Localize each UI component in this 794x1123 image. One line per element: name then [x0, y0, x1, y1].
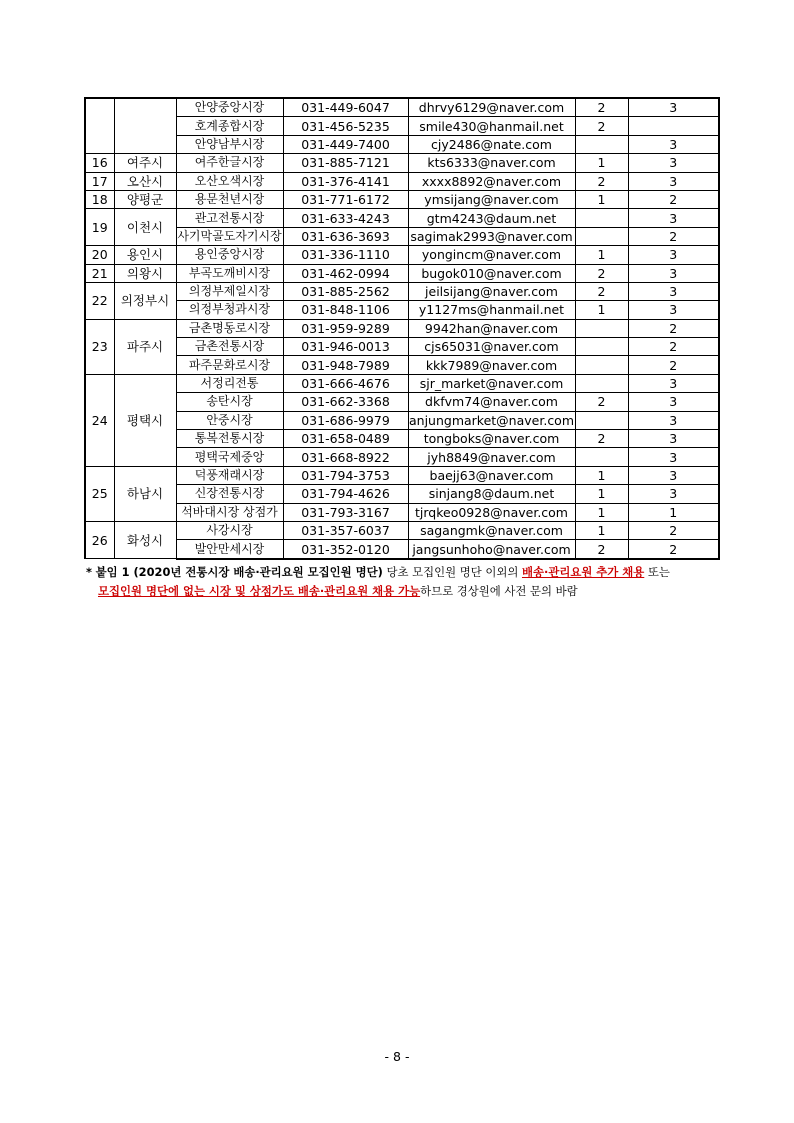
market-phone: 031-462-0994 [283, 264, 408, 282]
market-phone: 031-885-7121 [283, 154, 408, 172]
region-city: 화성시 [114, 521, 176, 558]
region-city: 오산시 [114, 172, 176, 190]
market-phone: 031-658-0489 [283, 430, 408, 448]
market-email: sagimak2993@naver.com [408, 227, 575, 245]
market-name: 평택국제중앙 [176, 448, 283, 466]
count-b: 2 [628, 540, 719, 559]
market-email: tjrqkeo0928@naver.com [408, 503, 575, 521]
table-row [85, 466, 719, 484]
count-b: 2 [628, 190, 719, 208]
market-email: baejj63@naver.com [408, 466, 575, 484]
table-row [85, 448, 719, 466]
footnote [86, 563, 726, 601]
table-row [85, 154, 719, 172]
region-city: 평택시 [114, 374, 176, 466]
table-row [85, 117, 719, 135]
market-phone: 031-771-6172 [283, 190, 408, 208]
market-email: kts6333@naver.com [408, 154, 575, 172]
market-email: dhrvy6129@naver.com [408, 98, 575, 117]
count-a [575, 448, 628, 466]
count-b: 2 [628, 338, 719, 356]
count-a [575, 411, 628, 429]
market-name: 여주한글시장 [176, 154, 283, 172]
table-row [85, 172, 719, 190]
market-email: bugok010@naver.com [408, 264, 575, 282]
market-email: cjy2486@nate.com [408, 135, 575, 153]
market-email: smile430@hanmail.net [408, 117, 575, 135]
market-name: 통복전통시장 [176, 430, 283, 448]
count-b: 2 [628, 521, 719, 539]
note-text-1: 당초 모집인원 명단 이외의 [382, 565, 522, 579]
market-phone: 031-959-9289 [283, 319, 408, 337]
count-b: 3 [628, 374, 719, 392]
count-b: 3 [628, 430, 719, 448]
count-a [575, 356, 628, 374]
market-phone: 031-666-4676 [283, 374, 408, 392]
market-name: 금촌전통시장 [176, 338, 283, 356]
region-number: 23 [85, 319, 114, 374]
region-number: 21 [85, 264, 114, 282]
count-b: 3 [628, 172, 719, 190]
table-row [85, 98, 719, 117]
market-email: jangsunhoho@naver.com [408, 540, 575, 559]
count-b: 3 [628, 246, 719, 264]
count-b: 3 [628, 485, 719, 503]
market-email: 9942han@naver.com [408, 319, 575, 337]
table-row [85, 209, 719, 227]
count-b: 3 [628, 135, 719, 153]
page-number: - 8 - [384, 1049, 410, 1064]
table-row [85, 374, 719, 392]
market-phone: 031-449-6047 [283, 98, 408, 117]
market-name: 파주문화로시장 [176, 356, 283, 374]
count-a [575, 227, 628, 245]
count-b: 3 [628, 209, 719, 227]
market-contact-table [84, 97, 720, 560]
region-city: 이천시 [114, 209, 176, 246]
count-a [575, 319, 628, 337]
region-city [114, 98, 176, 154]
table-row [85, 246, 719, 264]
region-city: 여주시 [114, 154, 176, 172]
market-phone: 031-794-4626 [283, 485, 408, 503]
count-a: 2 [575, 117, 628, 135]
count-a [575, 135, 628, 153]
count-b: 3 [628, 448, 719, 466]
count-a: 1 [575, 521, 628, 539]
market-name: 발안만세시장 [176, 540, 283, 559]
market-name: 사강시장 [176, 521, 283, 539]
count-b: 1 [628, 503, 719, 521]
note-reference: 붙임 1 (2020년 전통시장 배송·관리요원 모집인원 명단) [95, 565, 383, 579]
market-email: dkfvm74@naver.com [408, 393, 575, 411]
market-phone: 031-946-0013 [283, 338, 408, 356]
market-email: kkk7989@naver.com [408, 356, 575, 374]
count-a [575, 338, 628, 356]
count-a: 1 [575, 466, 628, 484]
market-name: 안양중앙시장 [176, 98, 283, 117]
count-a: 2 [575, 393, 628, 411]
count-a [575, 209, 628, 227]
market-email: anjungmarket@naver.com [408, 412, 575, 428]
table-row [85, 338, 719, 356]
market-name: 송탄시장 [176, 393, 283, 411]
count-b: 2 [628, 356, 719, 374]
market-email: y1127ms@hanmail.net [408, 301, 575, 319]
table-row [85, 521, 719, 539]
table-row [85, 540, 719, 559]
region-city: 용인시 [114, 246, 176, 264]
count-b: 3 [628, 393, 719, 411]
table-row [85, 430, 719, 448]
table-row [85, 393, 719, 411]
table-row [85, 190, 719, 208]
market-phone: 031-662-3368 [283, 393, 408, 411]
market-name: 용문천년시장 [176, 190, 283, 208]
market-phone: 031-885-2562 [283, 282, 408, 300]
market-email: tongboks@naver.com [408, 430, 575, 448]
count-a: 2 [575, 540, 628, 559]
market-phone: 031-636-3693 [283, 227, 408, 245]
market-email: sinjang8@daum.net [408, 485, 575, 503]
market-name: 관고전통시장 [176, 209, 283, 227]
market-name: 부곡도깨비시장 [176, 264, 283, 282]
table-row [85, 485, 719, 503]
table-row [85, 356, 719, 374]
market-phone: 031-352-0120 [283, 540, 408, 559]
market-name: 서정리전통 [176, 374, 283, 392]
market-name: 용인중앙시장 [176, 246, 283, 264]
region-city: 의왕시 [114, 264, 176, 282]
table-row [85, 503, 719, 521]
market-email: gtm4243@daum.net [408, 209, 575, 227]
market-name: 안중시장 [176, 411, 283, 429]
region-number: 24 [85, 374, 114, 466]
market-name: 사기막골도자기시장 [176, 227, 283, 245]
market-phone: 031-449-7400 [283, 135, 408, 153]
note-highlight-1: 배송·관리요원 추가 채용 [521, 565, 645, 579]
market-name: 안양남부시장 [176, 135, 283, 153]
region-number: 20 [85, 246, 114, 264]
count-b: 2 [628, 227, 719, 245]
market-name: 신장전통시장 [176, 485, 283, 503]
table-row [85, 282, 719, 300]
count-a: 2 [575, 264, 628, 282]
region-city: 양평군 [114, 190, 176, 208]
market-phone: 031-794-3753 [283, 466, 408, 484]
market-email: xxxx8892@naver.com [408, 172, 575, 190]
market-name: 덕풍재래시장 [176, 466, 283, 484]
count-a: 1 [575, 485, 628, 503]
note-highlight-2: 모집인원 명단에 없는 시장 및 상점가도 배송·관리요원 채용 가능 [98, 584, 421, 598]
region-city: 하남시 [114, 466, 176, 521]
region-number: 16 [85, 154, 114, 172]
market-phone: 031-376-4141 [283, 172, 408, 190]
market-email: sagangmk@naver.com [408, 521, 575, 539]
market-name: 호계종합시장 [176, 117, 283, 135]
region-number: 22 [85, 282, 114, 319]
count-b [628, 117, 719, 135]
count-a: 2 [575, 172, 628, 190]
count-b: 3 [628, 98, 719, 117]
table-row [85, 135, 719, 153]
count-a: 1 [575, 190, 628, 208]
region-number: 17 [85, 172, 114, 190]
region-city: 의정부시 [114, 282, 176, 319]
market-email: yongincm@naver.com [408, 246, 575, 264]
count-a [575, 374, 628, 392]
count-b: 3 [628, 264, 719, 282]
count-b: 3 [628, 154, 719, 172]
market-phone: 031-456-5235 [283, 117, 408, 135]
count-a: 1 [575, 246, 628, 264]
market-phone: 031-793-3167 [283, 503, 408, 521]
table-row [85, 227, 719, 245]
market-phone: 031-948-7989 [283, 356, 408, 374]
market-phone: 031-848-1106 [283, 301, 408, 319]
note-text-3: 하므로 경상원에 사전 문의 바람 [420, 584, 578, 598]
market-email: sjr_market@naver.com [408, 374, 575, 392]
count-b: 3 [628, 282, 719, 300]
count-a: 2 [575, 98, 628, 117]
region-number: 26 [85, 521, 114, 558]
count-b: 3 [628, 411, 719, 429]
market-phone: 031-357-6037 [283, 521, 408, 539]
market-name: 석바대시장 상점가 [176, 503, 283, 521]
region-number: 25 [85, 466, 114, 521]
market-email: ymsijang@naver.com [408, 190, 575, 208]
market-name: 금촌명동로시장 [176, 319, 283, 337]
table-row [85, 411, 719, 429]
count-a: 1 [575, 154, 628, 172]
count-a: 2 [575, 430, 628, 448]
region-number [85, 98, 114, 154]
table-row [85, 264, 719, 282]
count-b: 3 [628, 466, 719, 484]
table-row [85, 301, 719, 319]
market-name: 의정부청과시장 [176, 301, 283, 319]
market-phone: 031-668-8922 [283, 448, 408, 466]
region-number: 18 [85, 190, 114, 208]
note-asterisk: * [86, 565, 92, 579]
market-email: cjs65031@naver.com [408, 338, 575, 356]
count-a: 1 [575, 503, 628, 521]
market-email: jyh8849@naver.com [408, 448, 575, 466]
market-phone: 031-686-9979 [283, 411, 408, 429]
count-b: 2 [628, 319, 719, 337]
count-a: 2 [575, 282, 628, 300]
region-city: 파주시 [114, 319, 176, 374]
region-number: 19 [85, 209, 114, 246]
market-name: 오산오색시장 [176, 172, 283, 190]
count-a: 1 [575, 301, 628, 319]
count-b: 3 [628, 301, 719, 319]
note-text-2: 또는 [644, 565, 670, 579]
market-email: jeilsijang@naver.com [408, 282, 575, 300]
table-row [85, 319, 719, 337]
market-phone: 031-336-1110 [283, 246, 408, 264]
market-phone: 031-633-4243 [283, 209, 408, 227]
market-name: 의정부제일시장 [176, 282, 283, 300]
